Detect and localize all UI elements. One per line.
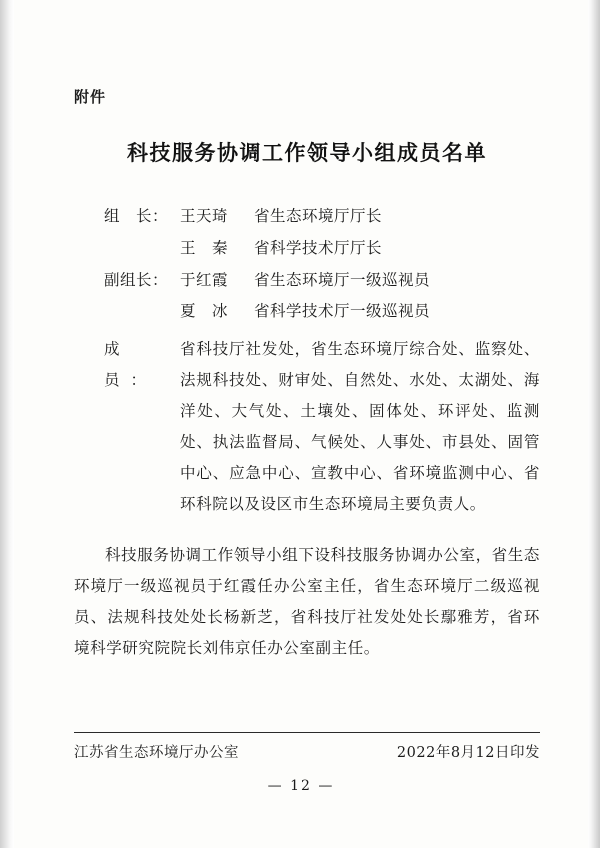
roster-row [74, 296, 540, 328]
footer-row [74, 741, 540, 762]
roster-row [74, 265, 540, 297]
roster-role: 组 长： [104, 207, 169, 225]
paper-sheet [14, 0, 588, 848]
roster-name: 于红霞 [180, 270, 229, 289]
roster-list [74, 201, 540, 328]
roster-role: 副组长： [104, 270, 169, 289]
roster-row [74, 233, 540, 265]
footer-issuer: 江苏省生态环境厅办公室 [74, 745, 239, 761]
page-number: — 12 — [267, 778, 335, 794]
document-body [74, 86, 540, 666]
roster-post: 省生态环境厅一级巡视员 [254, 270, 431, 289]
page-title: 科技服务协调工作领导小组成员名单 [127, 140, 487, 165]
roster-name: 王天琦 [180, 207, 229, 225]
footer-date: 2022年8月12日印发 [396, 745, 540, 761]
members-block [74, 334, 540, 520]
attachment-label: 附件 [74, 88, 107, 106]
roster-post: 省科学技术厅厅长 [254, 238, 383, 257]
page-footer [74, 732, 540, 762]
footer-divider [74, 732, 540, 733]
roster-post: 省生态环境厅厅长 [254, 207, 383, 225]
roster-row [74, 201, 540, 233]
office-paragraph: 科技服务协调工作领导小组下设科技服务协调办公室，省生态环境厅一级巡视员于红霞任办公室主任，省生态环境厅二级巡视员、法规科技处处长杨新芝，省科技厅社发处处长鄢雅芳，省环境科学研究院院长刘伟京任办公室副主任。 [74, 546, 540, 658]
roster-name: 王 秦 [180, 238, 229, 257]
roster-post: 省科学技术厅一级巡视员 [254, 302, 431, 321]
members-text: 省科技厅社发处，省生态环境厅综合处、监察处、法规科技处、财审处、自然处、水处、太湖处、海洋处、大气处、土壤处、固体处、环评处、监测处、执法监督局、气候处、人事处、市县处、固管中心、应急中心、宣教中心、省环境监测中心、省环科院以及设区市生态环境局主要负责人。 [180, 340, 540, 514]
roster-name: 夏 冰 [180, 302, 229, 321]
members-label: 成 员： [104, 340, 158, 390]
